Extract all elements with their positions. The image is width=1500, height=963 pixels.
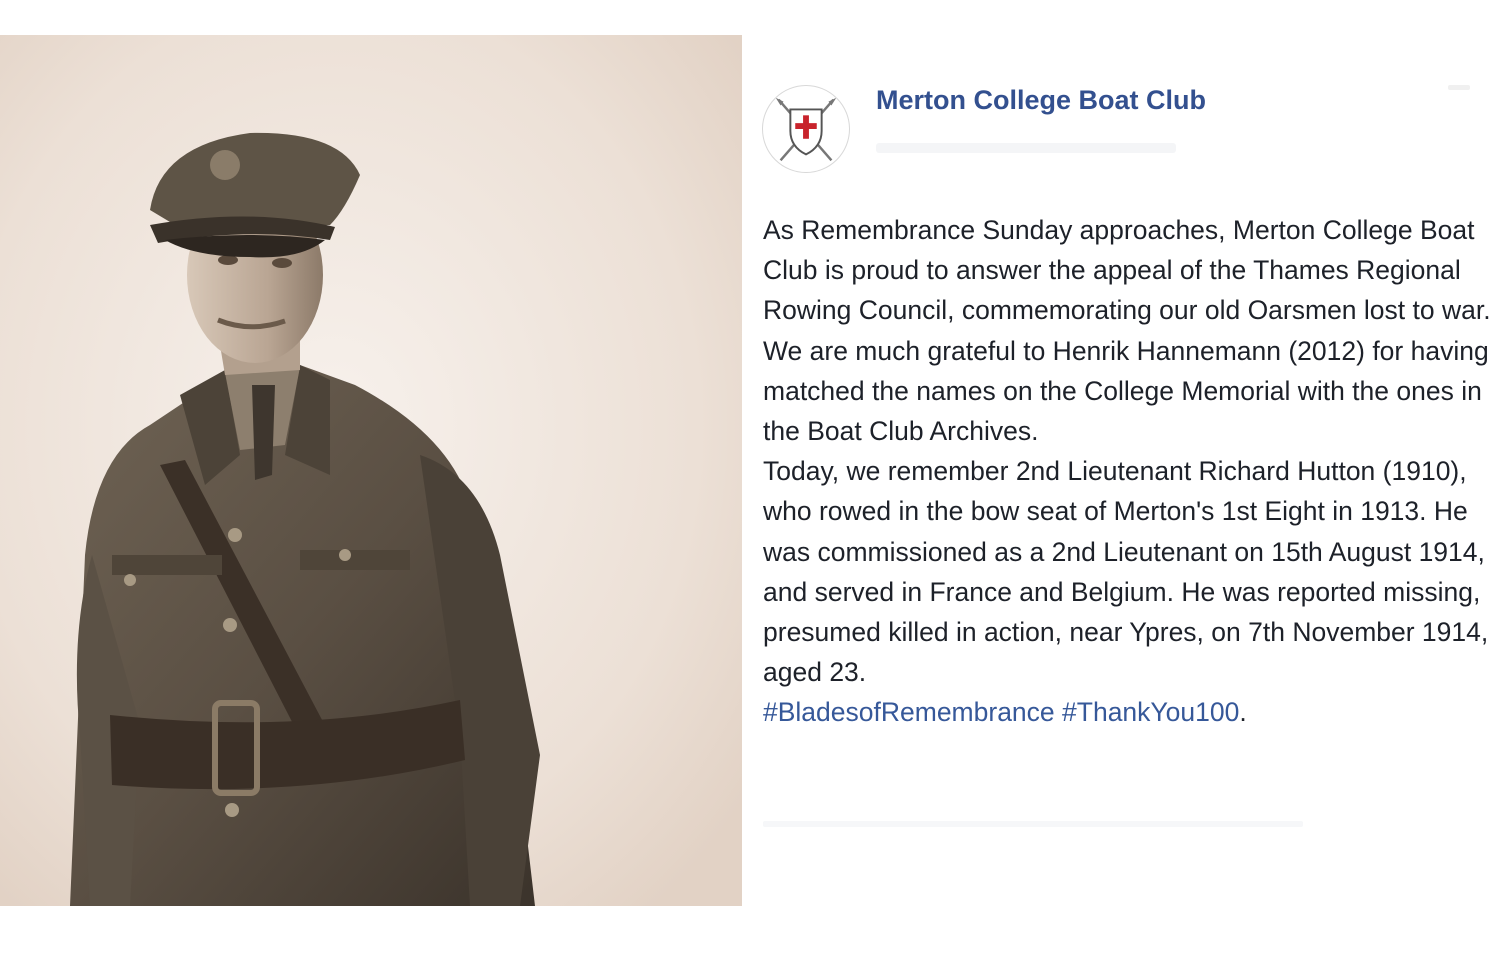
crest-shield-icon (763, 86, 849, 172)
hashtag-link-thankyou[interactable]: #ThankYou100 (1062, 697, 1240, 728)
club-crest-icon[interactable] (762, 85, 850, 173)
post-options-placeholder (1448, 85, 1470, 90)
post-paragraph-1: As Remembrance Sunday approaches, Merton College Boat Club is proud to answer the appeal of the Thames Regional Rowing Council, commemorating our old Oarsmen lost to war. We are much grateful to Henrik Hannemann (2012) for having matched the names on the College Memorial with the ones in the Boat Club Archives. (763, 215, 1491, 447)
post-panel (742, 35, 1500, 906)
post-body (763, 210, 1493, 733)
hashtag-link-blades[interactable]: #BladesofRemembrance (763, 697, 1055, 728)
post-paragraph-2: Today, we remember 2nd Lieutenant Richard Hutton (1910), who rowed in the bow seat of Merton's 1st Eight in 1913. He was commissioned as a 2nd Lieutenant on 15th August 1914, and served in France and Belgium. He was reported missing, presumed killed in action, near Ypres, on 7th November 1914, aged 23. (763, 456, 1489, 688)
post-footer-placeholder (763, 821, 1303, 827)
page-name-link[interactable]: Merton College Boat Club (876, 85, 1206, 115)
hashtag-trailing-period: . (1239, 697, 1247, 728)
portrait-photo (0, 35, 742, 906)
soldier-portrait-image (0, 35, 742, 906)
post-meta-placeholder (876, 143, 1176, 153)
post-hashtags (763, 692, 1493, 732)
